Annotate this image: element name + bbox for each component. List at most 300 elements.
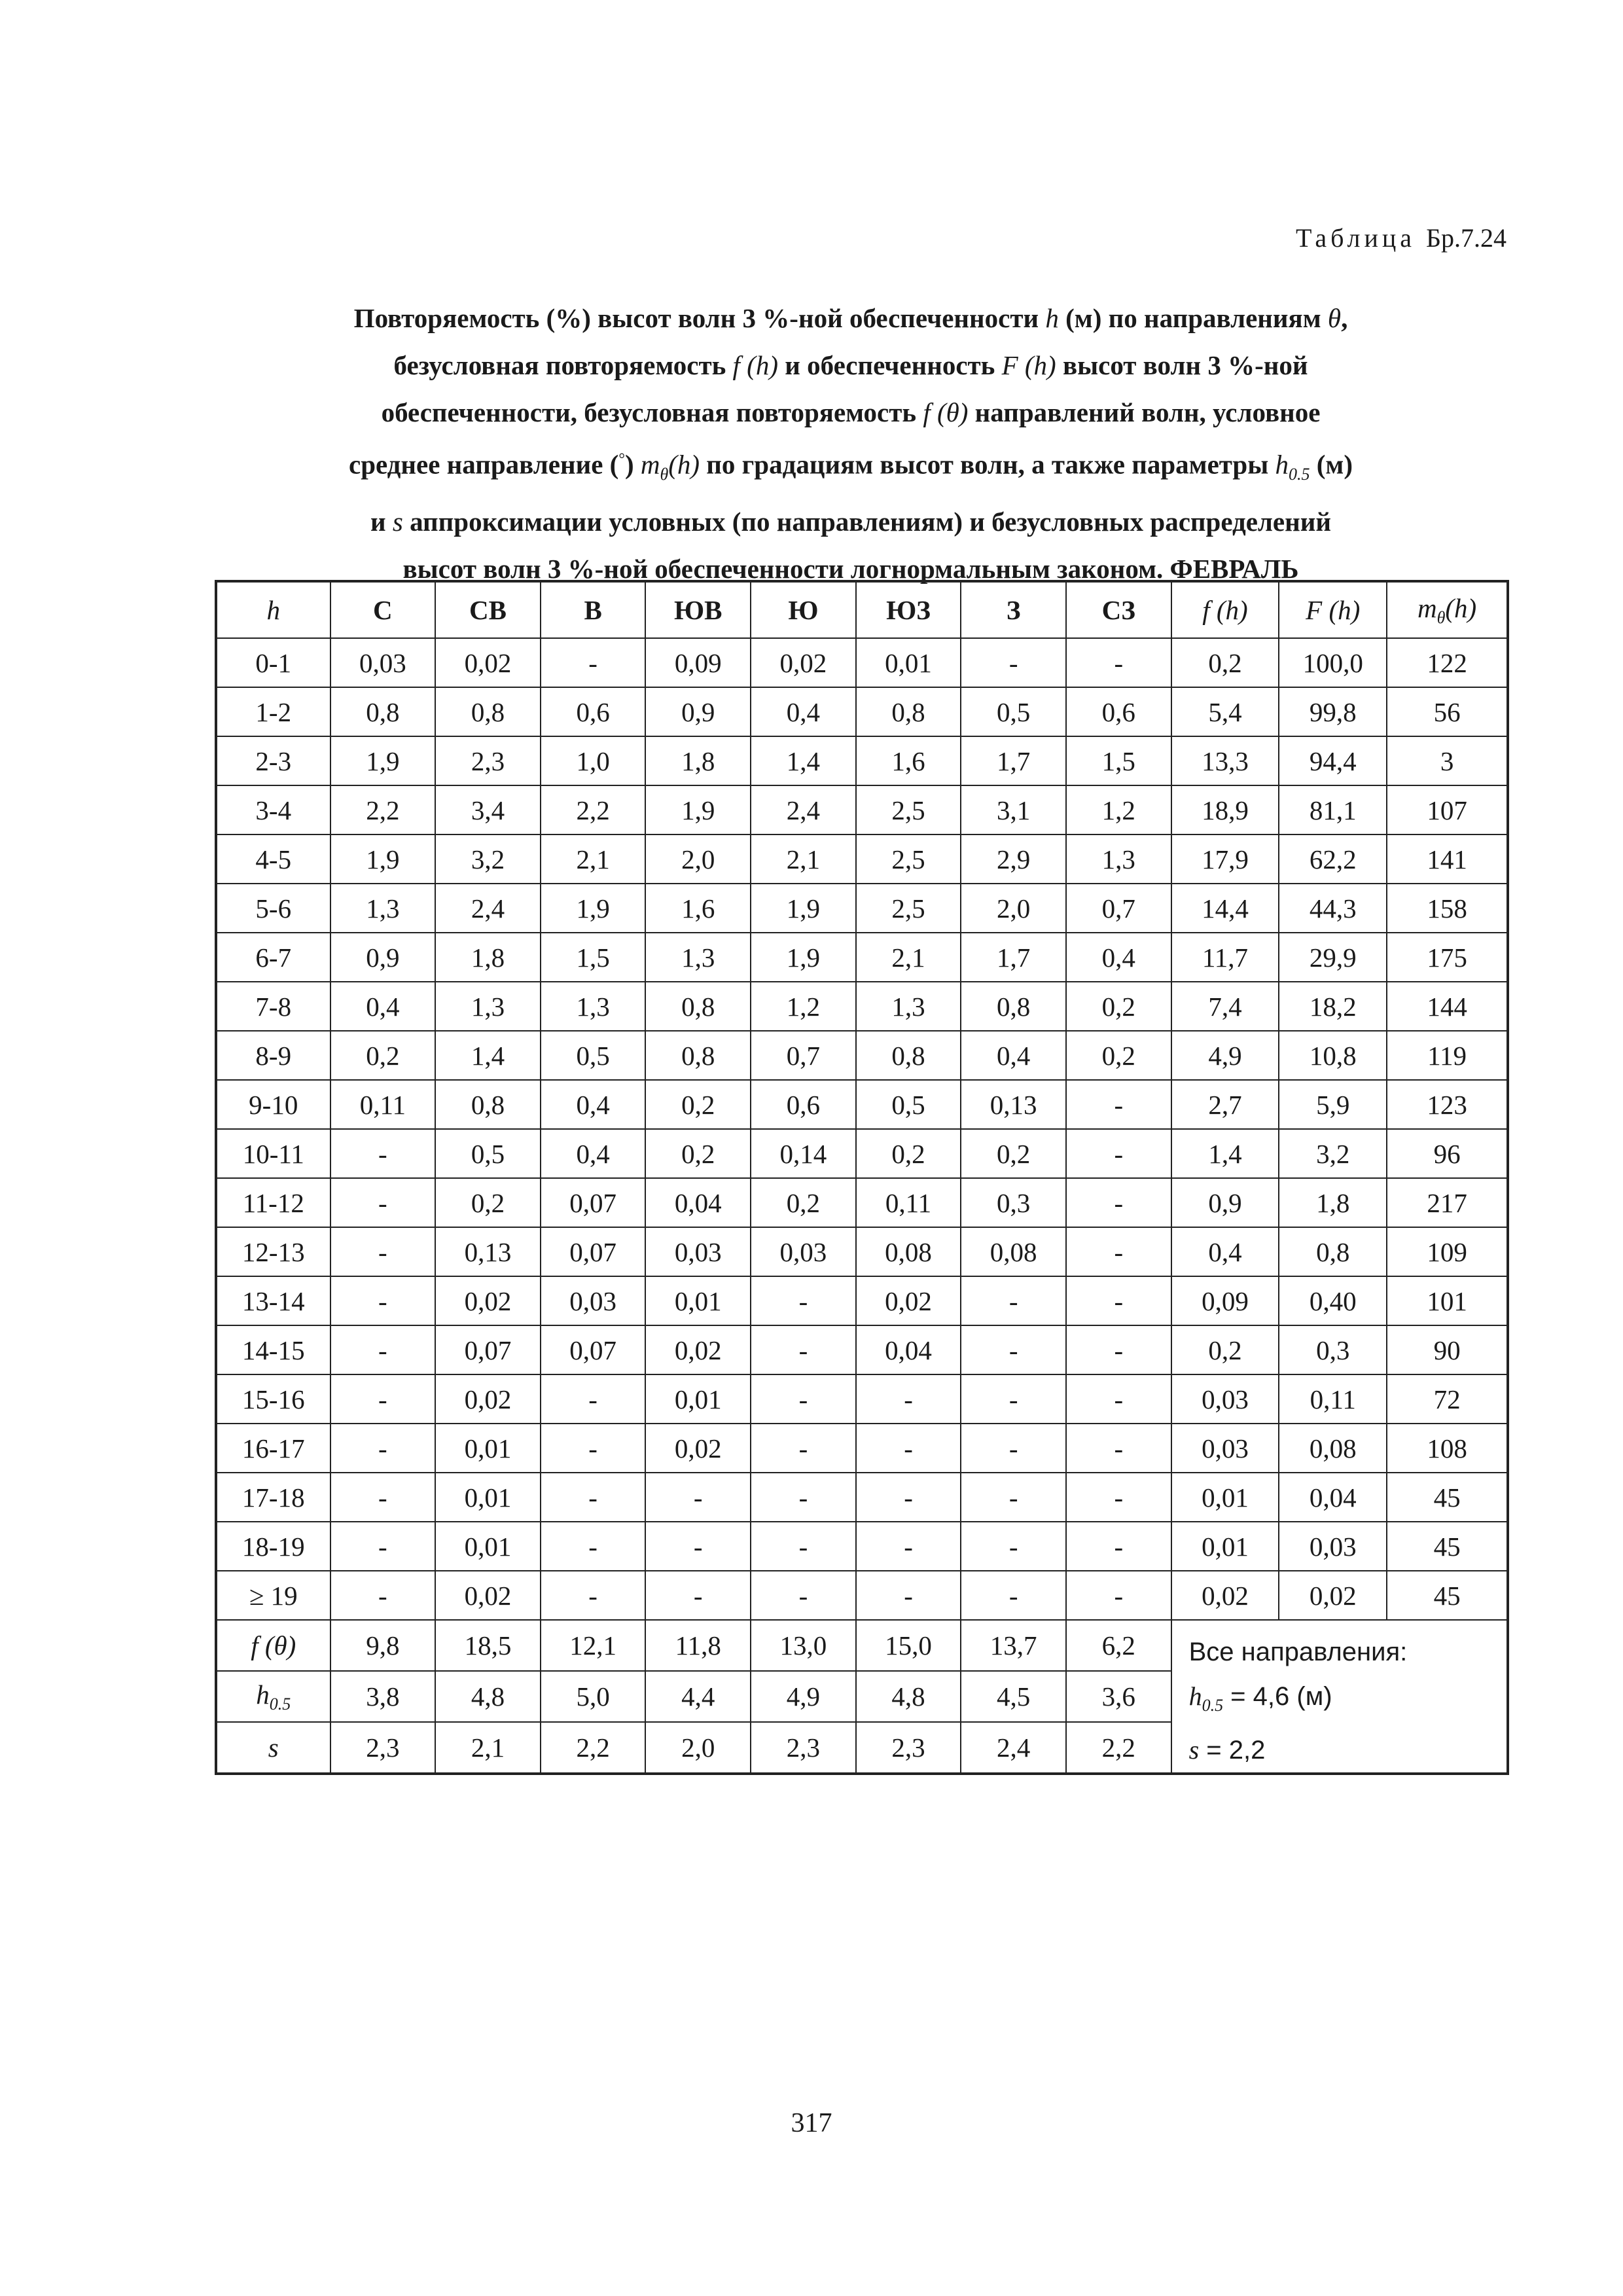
footer-cell: 2,1: [435, 1722, 541, 1774]
footer-label-h05: [216, 1671, 330, 1722]
table-cell: -: [751, 1325, 856, 1374]
table-cell: 0,7: [751, 1031, 856, 1080]
table-label: [1296, 223, 1507, 253]
table-cell: 1,9: [645, 785, 751, 834]
table-cell: 101: [1387, 1276, 1508, 1325]
footer-cell: 3,6: [1066, 1671, 1171, 1722]
caption-line-4: [216, 436, 1486, 498]
table-cell: 119: [1387, 1031, 1508, 1080]
table-cell: -: [856, 1424, 961, 1473]
table-cell: -: [330, 1522, 436, 1571]
table-cell: 0,03: [1171, 1424, 1279, 1473]
table-cell: -: [330, 1129, 436, 1178]
table-cell: 18,9: [1171, 785, 1279, 834]
table-cell: 0,2: [330, 1031, 436, 1080]
table-cell: 2,0: [645, 834, 751, 884]
table-cell: 3,4: [435, 785, 541, 834]
header-m-symbol: m: [1417, 592, 1437, 623]
table-cell: -: [961, 1473, 1066, 1522]
table-cell: 1,9: [751, 884, 856, 933]
table-cell: 5,9: [1279, 1080, 1387, 1129]
table-cell: 0,02: [435, 1374, 541, 1424]
table-cell: 0,11: [330, 1080, 436, 1129]
table-cell: -: [330, 1571, 436, 1620]
table-cell: -: [645, 1473, 751, 1522]
table-cell: -: [330, 1325, 436, 1374]
table-cell: 2,9: [961, 834, 1066, 884]
table-cell: 1,5: [541, 933, 646, 982]
table-cell: -: [330, 1178, 436, 1227]
table-cell: 5,4: [1171, 687, 1279, 736]
table-cell: 0,4: [330, 982, 436, 1031]
row-height-range: 13-14: [216, 1276, 330, 1325]
summary-h-symbol: h: [1188, 1681, 1202, 1711]
summary-s-symbol: s: [1188, 1735, 1200, 1765]
table-cell: 1,8: [1279, 1178, 1387, 1227]
table-cell: -: [751, 1571, 856, 1620]
caption-text: Повторяемость (%) высот волн 3 %-ной обеспеченности: [353, 303, 1046, 333]
table-cell: -: [856, 1473, 961, 1522]
table-cell: 2,5: [856, 834, 961, 884]
table-row: [216, 638, 1508, 687]
table-cell: -: [961, 1276, 1066, 1325]
table-cell: 0,01: [435, 1424, 541, 1473]
table-cell: 56: [1387, 687, 1508, 736]
header-dir-nw: СЗ: [1066, 581, 1171, 638]
summary-h-sub: 0.5: [1202, 1696, 1224, 1715]
table-cell: -: [1066, 1325, 1171, 1374]
caption-text: и: [370, 506, 393, 537]
table-cell: 0,2: [751, 1178, 856, 1227]
table-cell: 0,08: [1279, 1424, 1387, 1473]
caption-text: высот волн 3 %-ной: [1056, 350, 1308, 380]
table-cell: 0,2: [645, 1129, 751, 1178]
summary-h05: [1189, 1674, 1507, 1728]
caption-line-1: [216, 295, 1486, 342]
table-cell: 0,8: [856, 1031, 961, 1080]
wave-height-table: [215, 580, 1509, 1775]
table-cell: 0,6: [751, 1080, 856, 1129]
table-cell: -: [645, 1571, 751, 1620]
caption-text: ,: [1341, 303, 1348, 333]
table-cell: 2,7: [1171, 1080, 1279, 1129]
table-cell: 1,3: [645, 933, 751, 982]
table-cell: -: [1066, 1473, 1171, 1522]
table-cell: -: [541, 1374, 646, 1424]
table-cell: 0,08: [856, 1227, 961, 1276]
summary-s-value: = 2,2: [1199, 1736, 1266, 1765]
table-cell: 1,7: [961, 736, 1066, 785]
table-cell: 0,07: [541, 1227, 646, 1276]
table-cell: 0,03: [1171, 1374, 1279, 1424]
header-m-arg: (h): [1445, 592, 1477, 623]
caption-symbol: F (h): [1001, 350, 1056, 380]
caption-text: аппроксимации условных (по направлениям) и безусловных распределений: [402, 506, 1331, 537]
table-cell: 0,01: [435, 1522, 541, 1571]
table-cell: -: [961, 1325, 1066, 1374]
table-cell: 1,4: [1171, 1129, 1279, 1178]
table-cell: 1,4: [751, 736, 856, 785]
row-height-range: 15-16: [216, 1374, 330, 1424]
table-cell: -: [330, 1276, 436, 1325]
table-cell: 0,5: [856, 1080, 961, 1129]
row-height-range: 10-11: [216, 1129, 330, 1178]
table-cell: 0,4: [961, 1031, 1066, 1080]
table-cell: 0,03: [645, 1227, 751, 1276]
table-cell: 2,1: [541, 834, 646, 884]
caption-text: и обеспеченность: [777, 350, 1002, 380]
table-row: [216, 834, 1508, 884]
row-height-range: 8-9: [216, 1031, 330, 1080]
table-cell: 158: [1387, 884, 1508, 933]
table-cell: 0,5: [541, 1031, 646, 1080]
table-cell: 1,8: [645, 736, 751, 785]
footer-cell: 2,3: [330, 1722, 436, 1774]
table-cell: 45: [1387, 1571, 1508, 1620]
footer-cell: 13,7: [961, 1620, 1066, 1671]
footer-cell: 3,8: [330, 1671, 436, 1722]
header-m-sub: θ: [1436, 608, 1446, 628]
table-cell: -: [1066, 1227, 1171, 1276]
table-cell: 0,2: [961, 1129, 1066, 1178]
table-cell: -: [961, 1571, 1066, 1620]
footer-cell: 12,1: [541, 1620, 646, 1671]
table-cell: 0,4: [541, 1129, 646, 1178]
table-cell: 0,9: [330, 933, 436, 982]
table-cell: -: [961, 1424, 1066, 1473]
table-cell: -: [751, 1522, 856, 1571]
table-cell: 1,9: [541, 884, 646, 933]
footer-cell: 2,3: [856, 1722, 961, 1774]
header-dir-ne: СВ: [435, 581, 541, 638]
footer-cell: 15,0: [856, 1620, 961, 1671]
table-cell: 1,3: [541, 982, 646, 1031]
header-dir-n: С: [330, 581, 436, 638]
caption-symbol: θ: [1327, 303, 1342, 333]
table-cell: 0,8: [645, 982, 751, 1031]
row-height-range: 18-19: [216, 1522, 330, 1571]
table-cell: 107: [1387, 785, 1508, 834]
footer-label-h05-symbol: h: [256, 1679, 270, 1710]
table-cell: -: [1066, 1522, 1171, 1571]
table-cell: 0,02: [435, 1571, 541, 1620]
table-cell: 3,2: [1279, 1129, 1387, 1178]
footer-cell: 4,8: [856, 1671, 961, 1722]
caption-text: ): [624, 449, 641, 480]
table-cell: 11,7: [1171, 933, 1279, 982]
table-cell: 1,6: [856, 736, 961, 785]
table-body: [216, 638, 1508, 1620]
table-cell: 0,3: [1279, 1325, 1387, 1374]
table-cell: 0,2: [1171, 1325, 1279, 1374]
table-cell: -: [1066, 1571, 1171, 1620]
table-cell: -: [541, 638, 646, 687]
caption-symbol: °: [618, 451, 625, 468]
table-label-word: Таблица: [1295, 223, 1416, 253]
footer-cell: 9,8: [330, 1620, 436, 1671]
table-cell: 2,4: [435, 884, 541, 933]
footer-cell: 4,5: [961, 1671, 1066, 1722]
table-cell: 217: [1387, 1178, 1508, 1227]
row-height-range: 17-18: [216, 1473, 330, 1522]
table-cell: -: [1066, 1178, 1171, 1227]
table-cell: -: [751, 1424, 856, 1473]
table-cell: 0,9: [1171, 1178, 1279, 1227]
table-row: [216, 1178, 1508, 1227]
table-cell: 0,03: [1279, 1522, 1387, 1571]
table-cell: 0,02: [751, 638, 856, 687]
table-cell: 1,4: [435, 1031, 541, 1080]
table-row: [216, 1522, 1508, 1571]
table-cell: 0,07: [541, 1178, 646, 1227]
row-height-range: 2-3: [216, 736, 330, 785]
table-cell: 2,5: [856, 785, 961, 834]
table-cell: 29,9: [1279, 933, 1387, 982]
header-dir-s: Ю: [751, 581, 856, 638]
caption-text: направлений волн, условное: [968, 397, 1321, 427]
table-row: [216, 1276, 1508, 1325]
table-cell: 0,8: [435, 687, 541, 736]
row-height-range: 4-5: [216, 834, 330, 884]
table-row: [216, 1424, 1508, 1473]
footer-cell: 4,4: [645, 1671, 751, 1722]
table-cell: 0,02: [1171, 1571, 1279, 1620]
caption-text: среднее направление (: [349, 449, 619, 480]
table-cell: 0,4: [1171, 1227, 1279, 1276]
table-cell: 1,9: [330, 834, 436, 884]
table-cell: 2,2: [541, 785, 646, 834]
table-cell: 0,03: [330, 638, 436, 687]
header-h: h: [216, 581, 330, 638]
table-cell: 81,1: [1279, 785, 1387, 834]
table-cell: 0,2: [1171, 638, 1279, 687]
header-dir-e: В: [541, 581, 646, 638]
caption-line-6: высот волн 3 %-ной обеспеченности логнормальным законом. ФЕВРАЛЬ: [402, 553, 1299, 584]
table-cell: 100,0: [1279, 638, 1387, 687]
all-directions-summary: [1171, 1620, 1508, 1774]
table-cell: 0,8: [961, 982, 1066, 1031]
table-cell: 0,01: [645, 1276, 751, 1325]
caption-symbol: s: [392, 506, 403, 537]
caption-symbol: θ: [660, 464, 669, 484]
table-cell: -: [541, 1424, 646, 1473]
table-cell: 94,4: [1279, 736, 1387, 785]
table-cell: 0,3: [961, 1178, 1066, 1227]
caption-symbol: m: [640, 449, 660, 480]
table-cell: 0,8: [856, 687, 961, 736]
table-row: [216, 933, 1508, 982]
table-cell: 2,3: [435, 736, 541, 785]
table-cell: 0,13: [961, 1080, 1066, 1129]
table-cell: -: [1066, 1424, 1171, 1473]
footer-cell: 2,0: [645, 1722, 751, 1774]
table-cell: 123: [1387, 1080, 1508, 1129]
table-cell: 2,1: [751, 834, 856, 884]
footer-cell: 4,9: [751, 1671, 856, 1722]
table-row: [216, 1374, 1508, 1424]
table-cell: 0,6: [541, 687, 646, 736]
table-cell: 1,3: [856, 982, 961, 1031]
table-cell: 2,0: [961, 884, 1066, 933]
table-cell: 17,9: [1171, 834, 1279, 884]
table-cell: 122: [1387, 638, 1508, 687]
footer-cell: 2,4: [961, 1722, 1066, 1774]
row-height-range: 12-13: [216, 1227, 330, 1276]
row-height-range: 11-12: [216, 1178, 330, 1227]
table-cell: 7,4: [1171, 982, 1279, 1031]
table-cell: 0,04: [1279, 1473, 1387, 1522]
caption-symbol: h: [1045, 303, 1059, 333]
footer-cell: 18,5: [435, 1620, 541, 1671]
row-height-range: 16-17: [216, 1424, 330, 1473]
table-cell: -: [330, 1374, 436, 1424]
table-cell: 1,3: [435, 982, 541, 1031]
table-row: [216, 1473, 1508, 1522]
table-cell: -: [1066, 1129, 1171, 1178]
summary-h-value: = 4,6 (м): [1223, 1682, 1332, 1711]
table-cell: 62,2: [1279, 834, 1387, 884]
table-cell: 0,8: [330, 687, 436, 736]
table-cell: 0,8: [1279, 1227, 1387, 1276]
table-cell: 96: [1387, 1129, 1508, 1178]
table-cell: 0,02: [856, 1276, 961, 1325]
footer-cell: 11,8: [645, 1620, 751, 1671]
summary-s: [1189, 1728, 1507, 1772]
table-cell: 0,2: [1066, 1031, 1171, 1080]
row-height-range: 0-1: [216, 638, 330, 687]
footer-row-ftheta: [216, 1620, 1508, 1671]
table-cell: -: [541, 1473, 646, 1522]
table-cell: 1,9: [751, 933, 856, 982]
table-cell: 1,7: [961, 933, 1066, 982]
table-cell: 0,11: [1279, 1374, 1387, 1424]
table-caption: [216, 295, 1486, 592]
table-cell: -: [856, 1374, 961, 1424]
table-cell: 144: [1387, 982, 1508, 1031]
table-cell: 1,9: [330, 736, 436, 785]
table-row: [216, 982, 1508, 1031]
table-cell: 18,2: [1279, 982, 1387, 1031]
table-cell: 0,02: [645, 1325, 751, 1374]
table-cell: -: [1066, 1276, 1171, 1325]
table-cell: 72: [1387, 1374, 1508, 1424]
table-cell: 0,08: [961, 1227, 1066, 1276]
table-row: [216, 785, 1508, 834]
table-cell: -: [961, 638, 1066, 687]
table-cell: 0,02: [435, 1276, 541, 1325]
table-cell: 0,2: [856, 1129, 961, 1178]
table-cell: 0,01: [435, 1473, 541, 1522]
table-cell: -: [541, 1571, 646, 1620]
table-cell: 108: [1387, 1424, 1508, 1473]
table-cell: 0,5: [961, 687, 1066, 736]
table-cell: 0,01: [1171, 1473, 1279, 1522]
table-cell: 0,40: [1279, 1276, 1387, 1325]
caption-text: (м): [1310, 449, 1353, 480]
table-cell: 0,4: [541, 1080, 646, 1129]
table-cell: 1,5: [1066, 736, 1171, 785]
table-cell: 0,8: [645, 1031, 751, 1080]
table-row: [216, 1129, 1508, 1178]
footer-cell: 13,0: [751, 1620, 856, 1671]
table-cell: 0,13: [435, 1227, 541, 1276]
table-row: [216, 687, 1508, 736]
footer-label-ftheta: f (θ): [216, 1620, 330, 1671]
table-row: [216, 1325, 1508, 1374]
table-cell: -: [645, 1522, 751, 1571]
table-cell: 0,7: [1066, 884, 1171, 933]
caption-text: безусловная повторяемость: [393, 350, 733, 380]
table-cell: 2,1: [856, 933, 961, 982]
table-cell: 2,2: [330, 785, 436, 834]
table-cell: 13,3: [1171, 736, 1279, 785]
table-cell: -: [751, 1473, 856, 1522]
table-cell: -: [1066, 638, 1171, 687]
footer-cell: 5,0: [541, 1671, 646, 1722]
table-cell: -: [856, 1571, 961, 1620]
table-cell: 0,11: [856, 1178, 961, 1227]
table-cell: 1,0: [541, 736, 646, 785]
footer-cell: 2,2: [1066, 1722, 1171, 1774]
row-height-range: 7-8: [216, 982, 330, 1031]
table-cell: 99,8: [1279, 687, 1387, 736]
caption-symbol: f (θ): [923, 397, 969, 427]
table-cell: -: [751, 1276, 856, 1325]
page-number: 317: [791, 2108, 832, 2138]
caption-text: (м) по направлениям: [1058, 303, 1328, 333]
caption-text: по градациям высот волн, а также параметры: [700, 449, 1275, 480]
row-height-range: 3-4: [216, 785, 330, 834]
table-cell: -: [330, 1473, 436, 1522]
table-cell: 0,01: [645, 1374, 751, 1424]
table-cell: 175: [1387, 933, 1508, 982]
caption-line-3: [216, 389, 1486, 436]
footer-label-s: s: [216, 1722, 330, 1774]
table-cell: 0,9: [645, 687, 751, 736]
table-cell: 0,04: [856, 1325, 961, 1374]
caption-symbol: 0.5: [1289, 464, 1310, 484]
table-cell: 0,09: [645, 638, 751, 687]
footer-cell: 2,2: [541, 1722, 646, 1774]
table-cell: 2,4: [751, 785, 856, 834]
header-dir-se: ЮВ: [645, 581, 751, 638]
header-fh: f (h): [1171, 581, 1279, 638]
table-cell: 1,2: [751, 982, 856, 1031]
table-cell: -: [1066, 1374, 1171, 1424]
table-cell: 0,02: [1279, 1571, 1387, 1620]
table-cell: 44,3: [1279, 884, 1387, 933]
table-cell: 1,8: [435, 933, 541, 982]
table-cell: 45: [1387, 1522, 1508, 1571]
table-row: [216, 1227, 1508, 1276]
table-label-number: Бр.7.24: [1426, 223, 1507, 253]
table-footer: [216, 1620, 1508, 1774]
table-row: [216, 884, 1508, 933]
table-cell: 3: [1387, 736, 1508, 785]
table-row: [216, 1080, 1508, 1129]
footer-cell: 4,8: [435, 1671, 541, 1722]
caption-text: обеспеченности, безусловная повторяемость: [381, 397, 923, 427]
table-cell: 0,07: [435, 1325, 541, 1374]
table-cell: 0,02: [645, 1424, 751, 1473]
table-cell: 10,8: [1279, 1031, 1387, 1080]
table-cell: 45: [1387, 1473, 1508, 1522]
table-cell: 0,04: [645, 1178, 751, 1227]
table-cell: 4,9: [1171, 1031, 1279, 1080]
header-m: [1387, 581, 1508, 638]
table-cell: 0,07: [541, 1325, 646, 1374]
table-cell: 0,01: [856, 638, 961, 687]
